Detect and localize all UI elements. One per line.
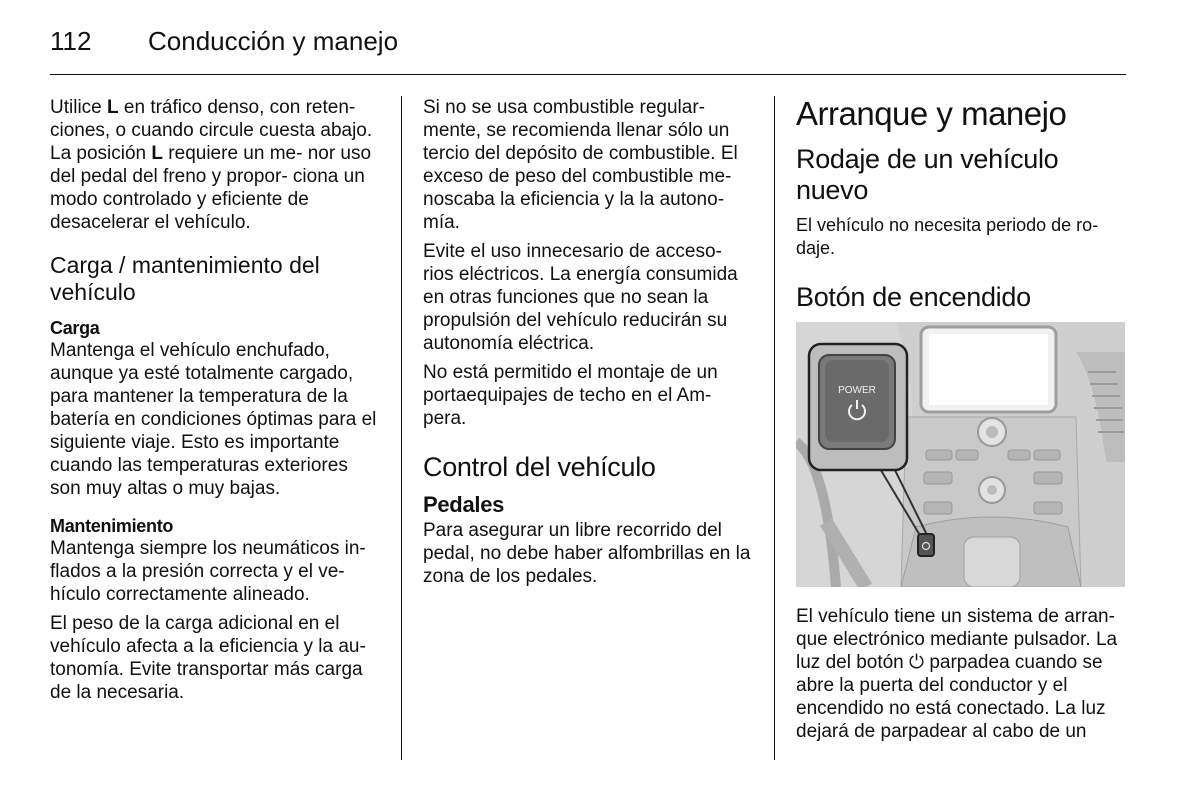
subheading-boton: Botón de encendido (796, 282, 1031, 312)
column-1 (50, 96, 382, 710)
paragraph-mantenimiento: Mantenga siempre los neumáticos in‐ flados a la presión correcta y el ve‐ hículo correctamente alineado. (50, 538, 366, 605)
page-header (50, 24, 1126, 74)
column-divider (774, 96, 775, 760)
chapter-heading: Arranque y manejo (796, 95, 1067, 132)
paragraph-roof-rack: No está permitido el montaje de un portaequipajes de techo en el Am‐ pera. (423, 362, 718, 429)
subheading-rodaje: Rodaje de un vehículo nuevo (796, 144, 1059, 205)
paragraph-rodaje: El vehículo no necesita periodo de ro‐ daje. (796, 215, 1099, 258)
paragraph-pedales: Para asegurar un libre recorrido del pedal, no debe haber alfombrillas en la zona de los pedales. (423, 520, 751, 587)
page-number: 112 (50, 26, 92, 56)
running-title: Conducción y manejo (148, 26, 399, 56)
subheading-pedales: Pedales (423, 492, 505, 517)
header-rule (50, 74, 1126, 75)
column-3 (796, 96, 1126, 749)
column-divider (401, 96, 402, 760)
subheading-carga: Carga (50, 318, 100, 338)
intro-paragraph: Utilice L en tráfico denso, con reten‐ ciones, o cuando circule cuesta abajo. La posición L requiere un me‐ nor uso del pedal del freno y propor‐ ciona un modo controlado y eficiente de desacelerar el vehículo. (50, 97, 373, 233)
section-heading: Carga / mantenimiento del vehículo (50, 252, 320, 305)
paragraph-carga: Mantenga el vehículo enchufado, aunque ya esté totalmente cargado, para mantener la temperatura de la batería en condiciones óptimas para el siguiente viaje. Esto es importante cuando las temperaturas exteriores son muy altas o muy bajas. (50, 340, 377, 499)
power-symbol-inline-icon: ⏻ (909, 652, 925, 673)
subheading-mantenimiento: Mantenimiento (50, 516, 174, 536)
section-heading: Control del vehículo (423, 452, 656, 482)
column-2 (423, 96, 755, 594)
paragraph-power-button: El vehículo tiene un sistema de arran‐ que electrónico mediante pulsador. La luz del botón ⏻ parpadea cuando se abre la puerta del conductor y el encendido no está conectado. La luz dejará de parpadear al cabo de un (796, 606, 1118, 742)
power-button-illustration (796, 322, 1125, 587)
paragraph-weight: El peso de la carga adicional en el vehículo afecta a la eficiencia y la au‐ tonomía. Evite transportar más carga de la necesaria. (50, 613, 366, 703)
power-label: POWER (838, 385, 876, 396)
paragraph-fuel: Si no se usa combustible regular‐ mente, se recomienda llenar sólo un tercio del depósito de combustible. El exceso de peso del combustible me‐ noscaba la eficiencia y la la autono‐ mía. (423, 97, 738, 233)
paragraph-accessories: Evite el uso innecesario de acceso‐ rios eléctricos. La energía consumida en otras funciones que no sean la propulsión del vehículo reducirán su autonomía eléctrica. (423, 241, 738, 354)
dashboard-drawing (796, 322, 1125, 587)
